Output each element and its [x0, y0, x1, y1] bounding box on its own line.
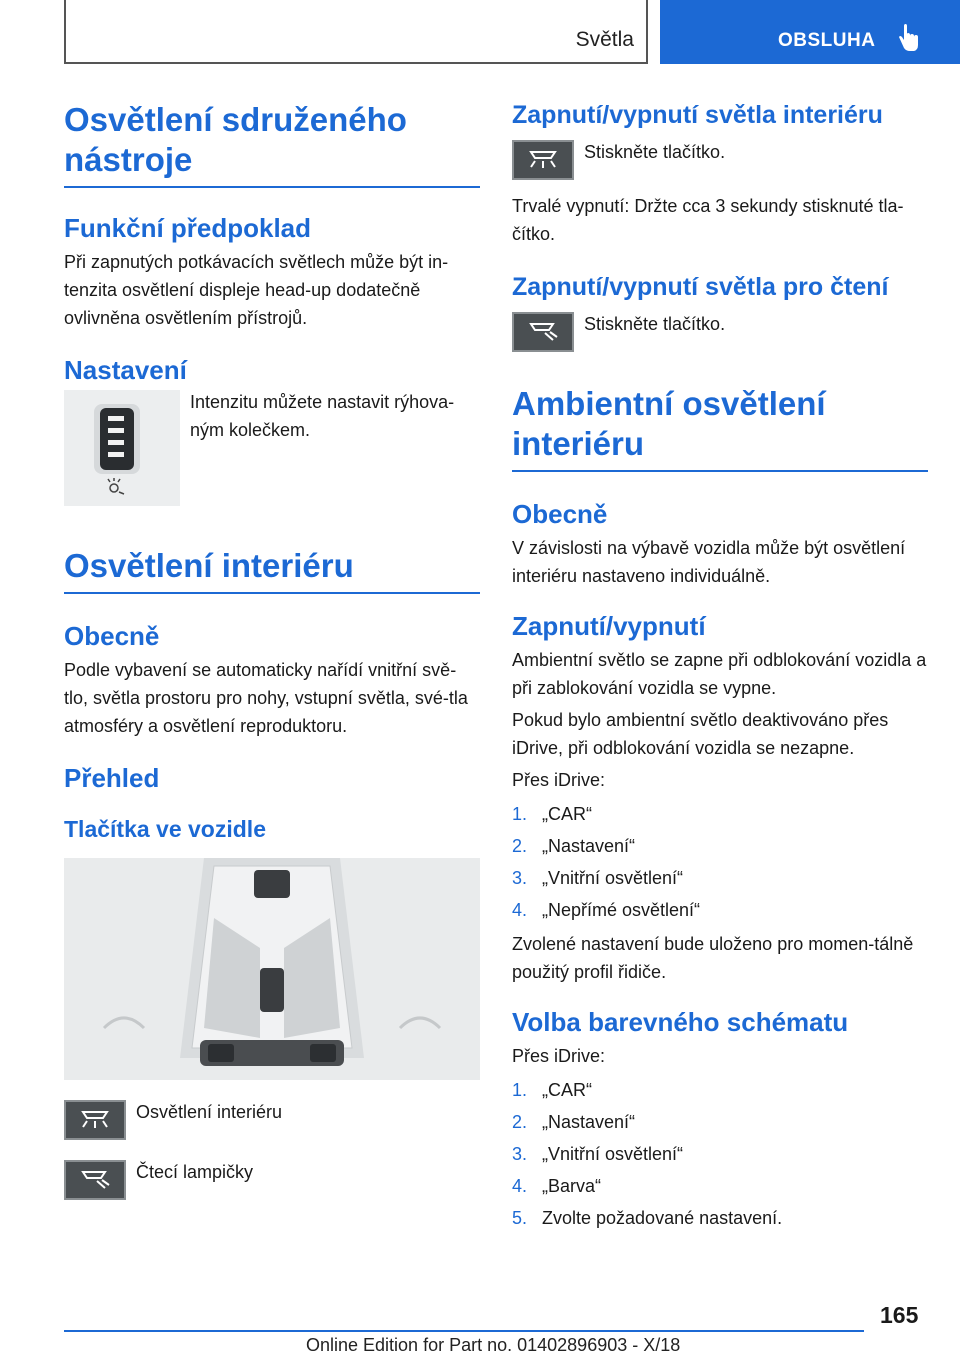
- heading-obecne-left: Obecně: [64, 621, 160, 651]
- heading-zap-interieru: Zapnutí/vypnutí světla interiéru: [512, 101, 883, 129]
- thumbwheel-image: [64, 390, 180, 506]
- heading-nastaveni: Nastavení: [64, 355, 187, 385]
- heading-rule: [64, 186, 480, 188]
- header-chapter-title: OBSLUHA: [778, 30, 876, 51]
- footer-rule: [64, 1330, 864, 1332]
- obecne-right-text: V závislosti na výbavě vozidla může být osvětlení interiéru nastaveno individuálně.: [512, 538, 906, 586]
- overhead-console-illustration: [64, 858, 480, 1080]
- interior-light-icon: [75, 1108, 115, 1132]
- list-item: 2. „Nastavení“: [512, 1112, 636, 1132]
- list-item: 1. „CAR“: [512, 1080, 592, 1100]
- button-legend-2-text: Čtecí lampičky: [136, 1162, 254, 1182]
- heading-funkcni-predpoklad: Funkční předpoklad: [64, 213, 312, 243]
- funkcni-text: Při zapnutých potkávacích světlech může být in-tenzita osvětlení displeje head-up dodatečně ovlivněna osvětlením přístrojů.: [64, 252, 449, 328]
- obecne-left-text: Podle vybavení se automaticky nařídí vnitřní svě-tlo, světla prostoru pro nohy, vstupní světla, své-tla atmosféry a osvětlení reproduktoru.: [64, 660, 468, 736]
- zap-cteni-row: [512, 312, 928, 352]
- list-item: 1. „CAR“: [512, 804, 592, 824]
- zap-text-1: Ambientní světlo se zapne při odblokování vozidla a při zablokování vozidla se vypne.: [512, 650, 927, 698]
- button-legend-2: [64, 1160, 480, 1200]
- heading-volba-barev: Volba barevného schématu: [512, 1007, 849, 1037]
- zvolene-text: Zvolené nastavení bude uloženo pro momen-tálně použitý profil řidiče.: [512, 934, 914, 982]
- idrive-list-2: [512, 1074, 928, 1234]
- heading-tlacitka: Tlačítka ve vozidle: [64, 816, 266, 842]
- list-item: 4. „Nepřímé osvětlení“: [512, 900, 701, 920]
- list-item: 4. „Barva“: [512, 1176, 602, 1196]
- right-column: [512, 100, 928, 1238]
- interior-light-button-image-2: [512, 140, 574, 180]
- trvale-text: Trvalé vypnutí: Držte cca 3 sekundy stisknuté tla-čítko.: [512, 196, 904, 244]
- button-legend-1-text: Osvětlení interiéru: [136, 1102, 283, 1122]
- reading-light-icon: [75, 1168, 115, 1192]
- interior-light-button-image: [64, 1100, 126, 1140]
- thumbwheel-icon: [64, 390, 180, 506]
- reading-light-button-image: [64, 1160, 126, 1200]
- pres-idrive-2: Přes iDrive:: [512, 1046, 606, 1066]
- edition-text: Online Edition for Part no. 01402896903 - X/18: [306, 1335, 681, 1355]
- zap-interieru-text: Stiskněte tlačítko.: [584, 142, 726, 162]
- overhead-console-image: [64, 858, 480, 1080]
- heading-obecne-right: Obecně: [512, 499, 608, 529]
- nastaveni-text: Intenzitu můžete nastavit rýhova-ným kolečkem.: [190, 392, 455, 440]
- list-item: 3. „Vnitřní osvětlení“: [512, 868, 684, 888]
- zap-interieru-row: [512, 140, 928, 180]
- button-legend-1: [64, 1100, 480, 1140]
- left-column: [64, 100, 480, 1200]
- heading-zap-cteni: Zapnutí/vypnutí světla pro čtení: [512, 273, 889, 301]
- list-item: 2. „Nastavení“: [512, 836, 636, 856]
- hand-pointer-icon: [898, 24, 920, 52]
- zap-text-2: Pokud bylo ambientní světlo deaktivováno přes iDrive, při odblokování vozidla se nezapne.: [512, 710, 889, 758]
- header-chapter-tab: [660, 0, 960, 64]
- list-item: 3. „Vnitřní osvětlení“: [512, 1144, 684, 1164]
- page-number: 165: [880, 1302, 919, 1328]
- nastaveni-row: [64, 390, 480, 506]
- pres-idrive-1: Přes iDrive:: [512, 770, 606, 790]
- heading-ambientni: Ambientní osvětlení interiéru: [512, 384, 928, 472]
- idrive-list-1: [512, 798, 928, 926]
- heading-osvetleni-interieru: Osvětlení interiéru: [64, 546, 480, 594]
- reading-light-button-image-2: [512, 312, 574, 352]
- interior-light-icon: [523, 148, 563, 172]
- header-section-box: [64, 0, 648, 64]
- zap-cteni-text: Stiskněte tlačítko.: [584, 314, 726, 334]
- heading-osvetleni-sdruzeneho: Osvětlení sdruženého nástroje: [64, 101, 407, 178]
- heading-prehled: Přehled: [64, 763, 160, 793]
- heading-zapnuti-vypnuti: Zapnutí/vypnutí: [512, 611, 706, 641]
- list-item: 5. Zvolte požadované nastavení.: [512, 1208, 783, 1228]
- reading-light-icon: [523, 320, 563, 344]
- header-section-title: Světla: [575, 28, 634, 51]
